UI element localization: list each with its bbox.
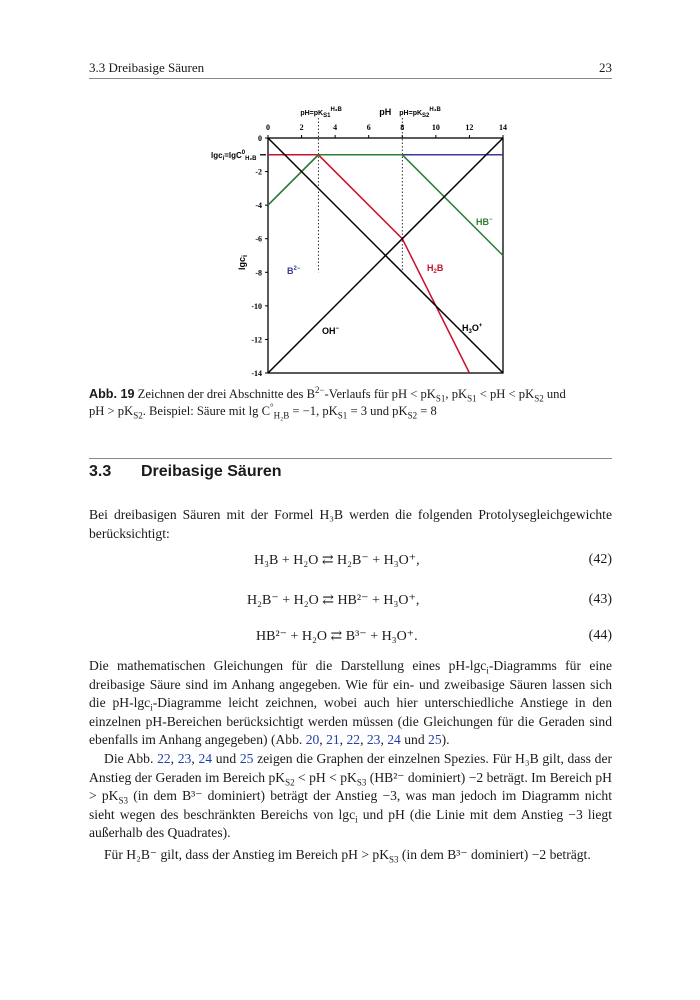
oh-series-label: OH− <box>322 326 340 336</box>
series-line <box>268 155 503 205</box>
x-tick-label: 8 <box>400 123 405 132</box>
figure-ref-link[interactable]: 25 <box>428 732 442 747</box>
figure-caption <box>89 386 614 420</box>
paragraph-2: Die Abb. 22, 23, 24 und 25 zeigen die Graphen der einzelnen Spezies. Für H₃B gilt, dass der Anstieg der Geraden im Bereich $pK_{S2}$ < pH < $pK_{S3}$ (HB²⁻ dominiert) −2 beträgt. Im Bereich pH > $pK_{S3}$ (in dem B³⁻ dominiert) beträgt der Anstieg −3, was man jedoch im Diagramm nicht sieht wegen des beschränkten Bereichs von lgc$_i$ und pH (die Linie mit dem Anstieg −3 liegt außerhalb des Quadrates). <box>89 751 613 840</box>
y-tick-label: 0 <box>258 134 262 143</box>
equation-body: H₃B + H₂O ⇄ H₂B⁻ + H₃O⁺, <box>254 553 420 568</box>
ph-axis-label: pH <box>379 107 392 117</box>
y-tick-label: -6 <box>255 234 262 244</box>
equation-body: HB²⁻ + H₂O ⇄ B³⁻ + H₃O⁺. <box>256 629 418 644</box>
figure-ref-link[interactable]: 22 <box>346 732 361 747</box>
section-divider <box>89 458 612 459</box>
ph-lgc-diagram <box>0 0 700 380</box>
caption-text-2: pH > $pK_{S2}$. Beispiel: Säure mit $\lg C^\circ_{H_2B} = -1$, $pK_{S1} = 3$ und $pK_{S2} = 8$ <box>89 401 437 421</box>
figure-ref-link[interactable]: 21 <box>326 732 340 747</box>
h3o-series-label: $H_3O^+$ <box>462 323 483 335</box>
figure-ref-link[interactable]: 23 <box>177 751 192 766</box>
y-tick-label: -14 <box>251 369 262 378</box>
section-number: 3.3 <box>89 463 112 480</box>
equation-number: (43) <box>588 592 612 607</box>
y-tick-label: -10 <box>251 301 262 311</box>
y-tick-label: -4 <box>255 201 262 211</box>
intro-paragraph: Bei dreibasigen Säuren mit der Formel H₃B werden die folgenden Protolysegleichgewichte berücksichtigt: <box>89 507 612 541</box>
pks1-label: $pH=pK_{S1}^{H_3B}$ <box>300 107 342 119</box>
figure-ref-link[interactable]: 22 <box>157 751 171 766</box>
caption-text-1: Zeichnen der drei Abschnitte des $B^{2-}$-Verlaufs für pH < $pK_{S1}$, $pK_{S1}$ < pH < $pK_{S2}$ und <box>137 384 566 404</box>
equation-number: (42) <box>588 552 612 567</box>
equation-number: (44) <box>588 628 612 643</box>
x-tick-label: 2 <box>299 123 304 132</box>
x-tick-label: 14 <box>499 123 507 132</box>
x-tick-label: 0 <box>266 123 270 132</box>
figure-ref-link[interactable]: 20 <box>305 732 320 747</box>
h2b-series-label: $H_2B$ <box>427 263 444 275</box>
x-tick-label: 4 <box>333 123 338 132</box>
caption-label: Abb. 19 <box>89 387 135 401</box>
equation-43 <box>89 592 612 612</box>
section-title: Dreibasige Säuren <box>141 463 282 480</box>
figure-ref-link[interactable]: 24 <box>198 751 213 766</box>
y-axis-label: lgc$_i$ <box>237 255 249 270</box>
figure-ref-link[interactable]: 23 <box>366 732 381 747</box>
b2-series-label: $B^{2-}$ <box>287 266 301 276</box>
equation-42 <box>89 552 612 572</box>
figure-ref-link[interactable]: 24 <box>387 732 401 747</box>
x-tick-label: 6 <box>366 123 371 132</box>
x-tick-label: 10 <box>431 123 440 132</box>
equation-body: H₂B⁻ + H₂O ⇄ HB²⁻ + H₃O⁺, <box>247 593 420 608</box>
paragraph-1: Die mathematischen Gleichungen für die Darstellung eines pH-lgc$_i$-Diagramms für eine dreibasige Säure sind im Anhang angegeben. Wie für ein- und zweibasige Säuren lassen sich die pH-lgc$_i$-Diagramme leicht zeichnen, wobei auch hier unterschiedliche Anstiege in den einzelnen pH-Bereichen berücksichtigt werden müssen (die Gleichungen für die Geraden sind ebenfalls im Anhang angegeben) (Abb. 20, 21, 22, 23, 24 und 25). <box>89 658 612 747</box>
x-tick-label: 12 <box>465 123 474 132</box>
y-tick-label: -12 <box>251 335 262 345</box>
page-number: 23 <box>599 60 612 75</box>
equation-44 <box>89 628 612 648</box>
hb-series-label: HB− <box>476 217 493 227</box>
section-heading <box>89 463 282 481</box>
pks2-label: $pH=pK_{S2}^{H_3B}$ <box>399 107 441 119</box>
figure-ref-link[interactable]: 25 <box>239 751 254 766</box>
series-line <box>268 155 503 256</box>
y-tick-label: -8 <box>255 268 262 278</box>
paragraph-3: Für H₂B⁻ gilt, dass der Anstieg im Bereich pH > $pK_{S3}$ (in dem B³⁻ dominiert) −2 beträgt. <box>104 847 591 865</box>
y-tick-label: -2 <box>255 167 262 177</box>
c0-label: lgc$_i$=lgC$^0_{H_2B}$ <box>211 149 257 162</box>
header-section: 3.3 Dreibasige Säuren <box>89 60 205 75</box>
